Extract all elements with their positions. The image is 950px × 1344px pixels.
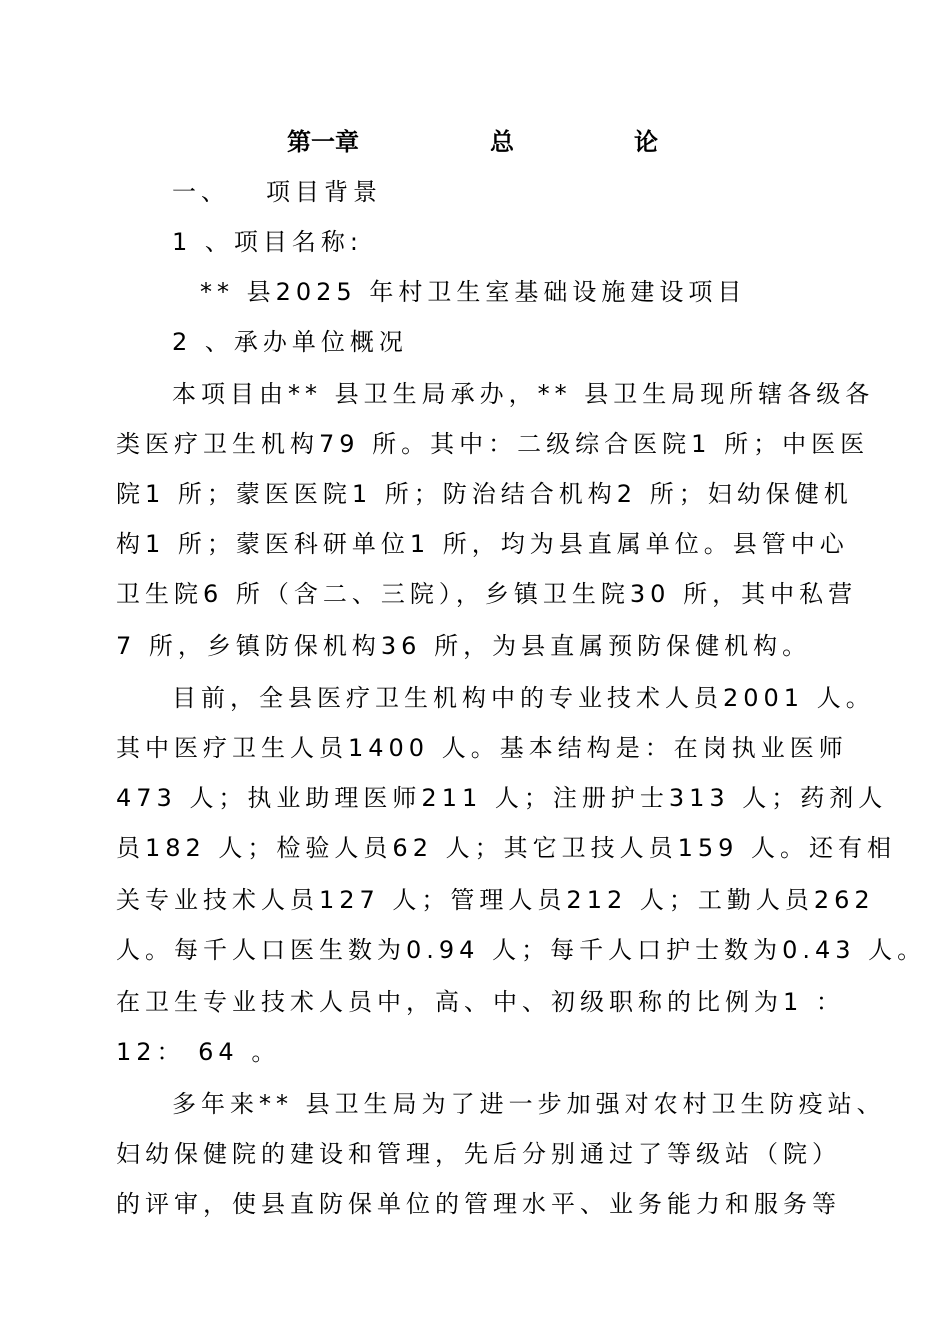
paragraph-1-line: 构1 所；蒙医科研单位1 所，均为县直属单位。县管中心 — [116, 530, 849, 558]
paragraph-1-line: 卫生院6 所（含二、三院），乡镇卫生院30 所，其中私营 — [116, 580, 858, 608]
section-heading — [172, 176, 382, 208]
paragraph-2-line: 员182 人；检验人员62 人；其它卫技人员159 人。还有相 — [116, 834, 897, 862]
paragraph-2-line: 在卫生专业技术人员中，高、中、初级职称的比例为1 ： — [116, 988, 845, 1016]
paragraph-2-line: 关专业技术人员127 人；管理人员212 人；工勤人员262 — [116, 886, 875, 914]
chapter-title-char-1: 总 — [490, 128, 514, 156]
chapter-title — [0, 122, 950, 158]
project-name: ** 县2025 年村卫生室基础设施建设项目 — [200, 278, 747, 306]
paragraph-1-line: 类医疗卫生机构79 所。其中：二级综合医院1 所；中医医 — [116, 430, 870, 458]
paragraph-2-line: 12： 64 。 — [116, 1038, 281, 1066]
paragraph-3-line: 妇幼保健院的建设和管理，先后分别通过了等级站（院） — [116, 1140, 841, 1168]
item-1-label: 1 、项目名称: — [172, 228, 363, 256]
paragraph-1-line: 本项目由** 县卫生局承办，** 县卫生局现所辖各级各 — [172, 380, 875, 408]
paragraph-2-line: 其中医疗卫生人员1400 人。基本结构是：在岗执业医师 — [116, 734, 848, 762]
paragraph-2-line: 473 人；执业助理医师211 人；注册护士313 人；药剂人 — [116, 784, 888, 812]
paragraph-1-line: 院1 所；蒙医医院1 所；防治结合机构2 所；妇幼保健机 — [116, 480, 853, 508]
paragraph-3-line: 多年来** 县卫生局为了进一步加强对农村卫生防疫站、 — [172, 1090, 886, 1118]
paragraph-3-line: 的评审，使县直防保单位的管理水平、业务能力和服务等 — [116, 1190, 841, 1218]
chapter-title-char-2: 论 — [634, 128, 658, 156]
section-title: 项目背景 — [266, 178, 382, 206]
chapter-number: 第一章 — [287, 128, 359, 156]
paragraph-2-line: 目前，全县医疗卫生机构中的专业技术人员2001 人。 — [172, 684, 875, 712]
paragraph-1-line: 7 所，乡镇防保机构36 所，为县直属预防保健机构。 — [116, 632, 812, 660]
section-number: 一、 — [172, 178, 230, 206]
paragraph-2-line: 人。每千人口医生数为0.94 人；每千人口护士数为0.43 人。 — [116, 936, 927, 964]
item-2-label: 2 、承办单位概况 — [172, 328, 408, 356]
